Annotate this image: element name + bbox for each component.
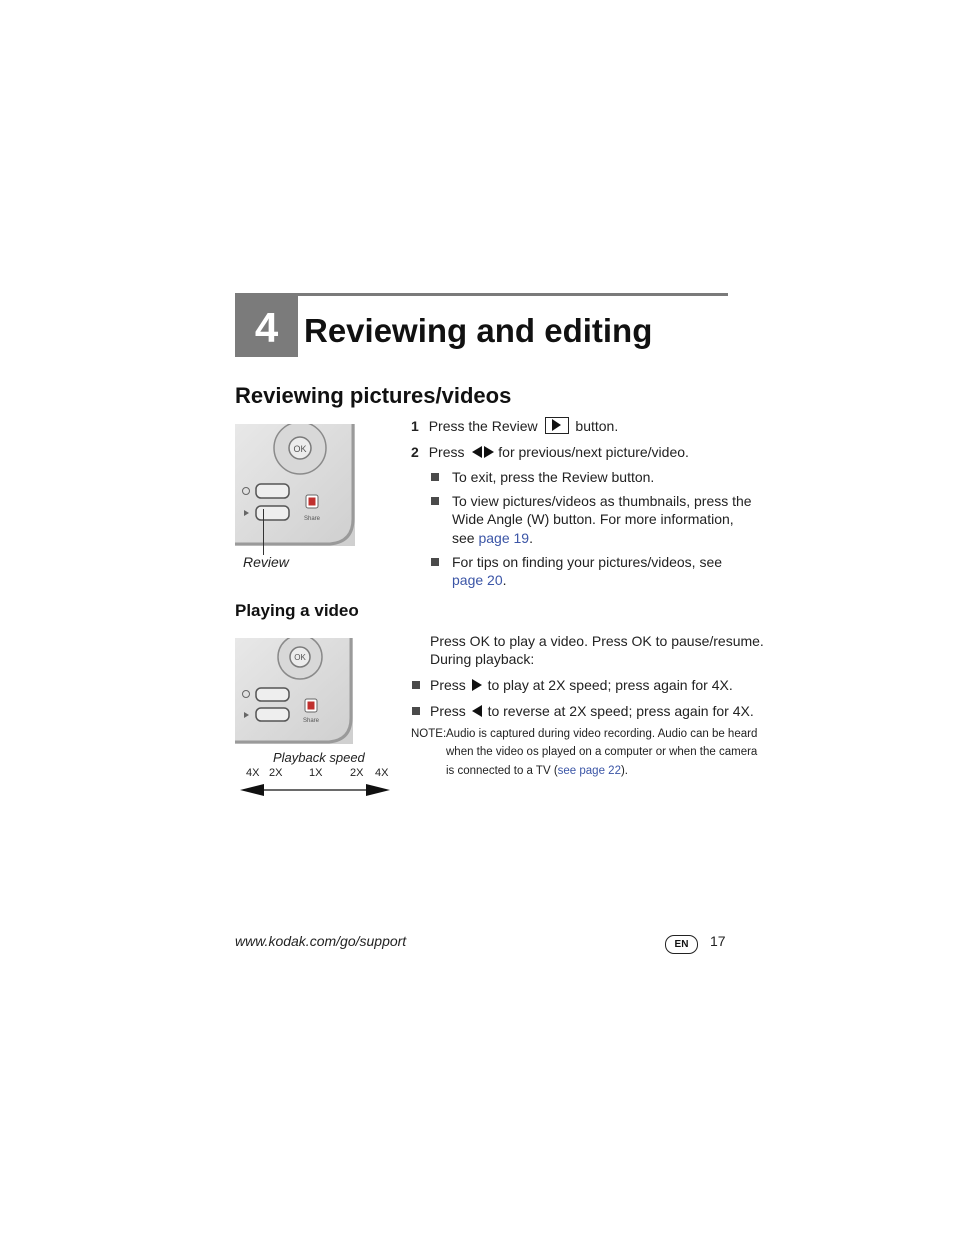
share-label: Share [303,516,321,522]
step-1 [411,417,618,435]
bullet-text: For tips on finding your pictures/videos, see [452,554,723,570]
chapter-number: 4 [235,293,298,357]
step-2 [411,443,689,461]
text-span: Press [430,703,466,719]
camera-review-image [235,424,355,546]
bullet-icon [431,497,439,505]
speed-arrow [240,782,390,798]
playback-intro: During playback: [430,651,535,667]
text-span: Press [430,677,466,693]
link-page-20[interactable]: page 20 [452,572,503,588]
bullet-text: To exit, press the Review button. [452,469,655,485]
speed-tick: 4X [246,767,260,779]
text-span: is connected to a TV ( [446,765,558,777]
text-span: to reverse at 2X speed; press again for 4X. [487,703,754,719]
playback-intro: Press OK to play a video. Press OK to pause/resume. [430,633,764,649]
speed-tick: 2X [350,767,364,779]
subsection-title: Playing a video [235,601,359,620]
chapter-rule [235,293,728,296]
step-text: button. [575,418,619,434]
bullet-text [452,571,507,589]
playback-speed-label: Playback speed [273,750,365,765]
review-button-icon [545,417,569,434]
chapter-title: Reviewing and editing [304,312,653,349]
bullet-text: To view pictures/videos as thumbnails, press the [452,493,752,509]
step-text: Press [428,444,465,460]
step-text: for previous/next picture/video. [498,444,689,460]
note-label: NOTE: [411,728,447,740]
bullet-icon [412,707,420,715]
text-span: to play at 2X speed; press again for 4X. [487,677,733,693]
bullet-text: Wide Angle (W) button. For more information, [452,511,734,527]
left-arrow-icon [472,446,482,458]
bullet-text [430,702,754,720]
callout-line [263,509,264,555]
footer-url[interactable]: www.kodak.com/go/support [235,933,407,949]
step-text: Press the Review [428,418,538,434]
step-number: 1 [411,418,419,434]
text-span: . [529,530,533,546]
left-arrow-icon [472,705,482,717]
bullet-icon [431,473,439,481]
link-page-22[interactable]: see page 22 [557,765,621,777]
step-number: 2 [411,444,419,460]
speed-tick: 4X [375,767,389,779]
speed-tick: 2X [269,767,283,779]
link-page-19[interactable]: page 19 [478,530,530,546]
section-title: Reviewing pictures/videos [235,383,512,408]
bullet-text [452,529,533,547]
camera-playback-image [235,638,353,744]
bullet-text [430,676,733,694]
right-arrow-icon [484,446,494,458]
right-arrow-icon [472,679,482,691]
page-number: 17 [710,933,726,949]
text-span: . [502,572,507,588]
bullet-icon [412,681,420,689]
text-span: ). [620,765,628,777]
ok-label: OK [293,444,307,454]
share-label: Share [302,718,320,724]
review-caption: Review [243,554,289,570]
text-span: see [452,530,479,546]
note-text: Audio is captured during video recording. Audio can be heard [446,728,758,740]
ok-label: OK [294,653,306,662]
speed-tick: 1X [309,767,323,779]
note-text: when the video os played on a computer or when the camera [446,746,758,758]
note-text [446,762,628,781]
language-badge: EN [665,935,698,954]
bullet-icon [431,558,439,566]
